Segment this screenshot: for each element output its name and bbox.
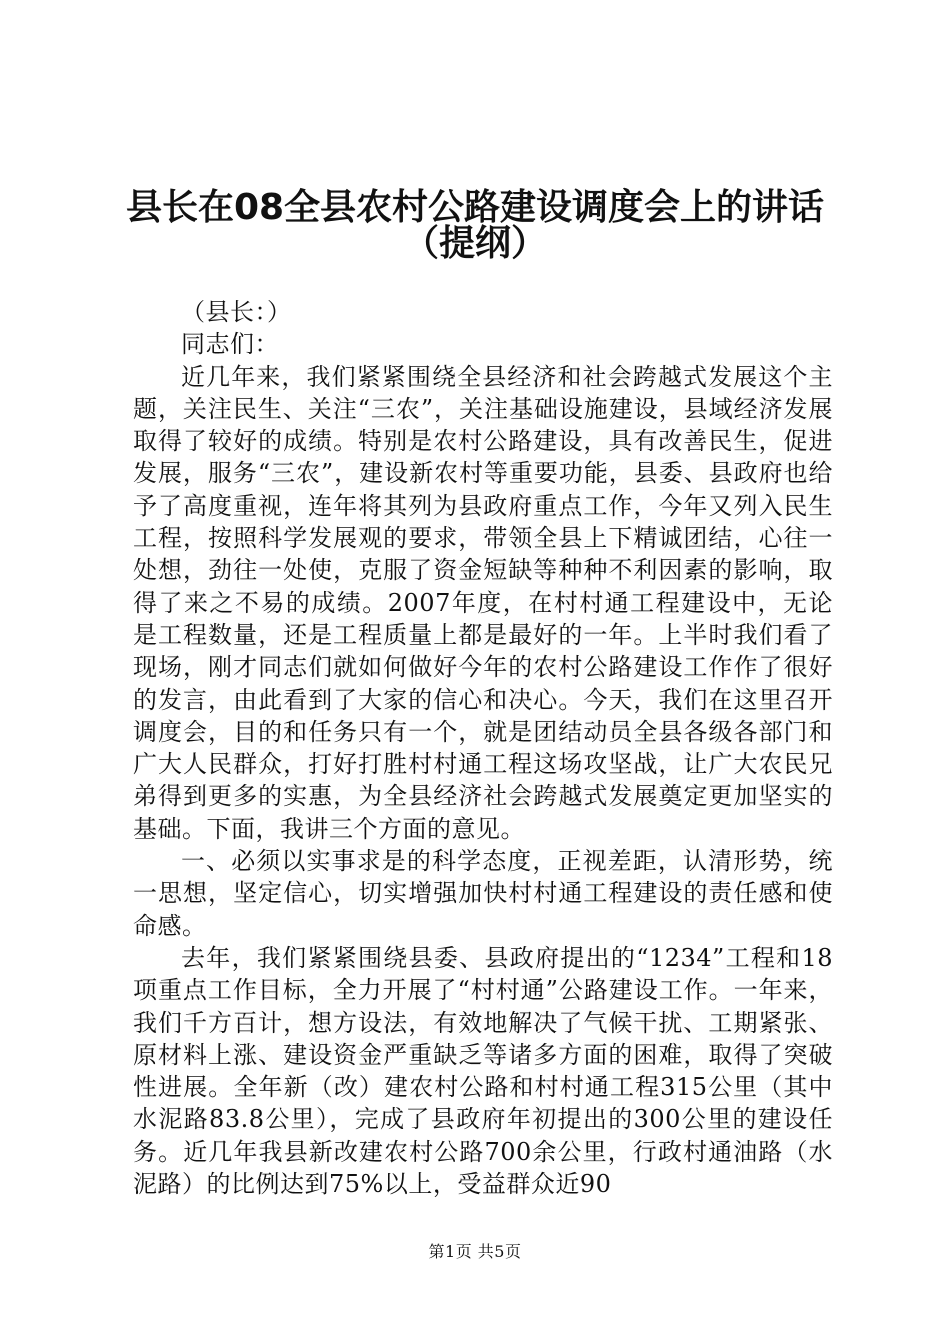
- paragraph: 近几年来，我们紧紧围绕全县经济和社会跨越式发展这个主题，关注民生、关注“三农”，关注基础设施建设，县域经济发展取得了较好的成绩。特别是农村公路建设，具有改善民生，促进发展，服务“三农”，建设新农村等重要功能，县委、县政府也给予了高度重视，连年将其列为县政府重点工作，今年又列入民生工程，按照科学发展观的要求，带领全县上下精诚团结，心往一处想，劲往一处使，克服了资金短缺等种种不利因素的影响，取得了来之不易的成绩。2007年度，在村村通工程建设中，无论是工程数量，还是工程质量上都是最好的一年。上半时我们看了现场，刚才同志们就如何做好今年的农村公路建设工作作了很好的发言，由此看到了大家的信心和决心。今天，我们在这里召开调度会，目的和任务只有一个，就是团结动员全县各级各部门和广大人民群众，打好打胜村村通工程这场攻坚战，让广大农民兄弟得到更多的实惠，为全县经济社会跨越式发展奠定更加坚实的基础。下面，我讲三个方面的意见。: [133, 362, 833, 843]
- document-body: [133, 296, 833, 1200]
- document-subtitle: （提纲）: [402, 223, 547, 264]
- salutation: 同志们：: [181, 330, 279, 359]
- document-title: 县长在08全县农村公路建设调度会上的讲话: [125, 187, 825, 228]
- paragraph: 去年，我们紧紧围绕县委、县政府提出的“1234”工程和18项重点工作目标，全力开展了“村村通”公路建设工作。一年来，我们千方百计，想方设法，有效地解决了气候干扰、工期紧张、原材料上涨、建设资金严重缺乏等诸多方面的困难，取得了突破性进展。全年新（改）建农村公路和村村通工程315公里（其中水泥路83.8公里），完成了县政府年初提出的300公里的建设任务。近几年我县新改建农村公路700余公里，行政村通油路（水泥路）的比例达到75%以上，受益群众近90: [133, 943, 833, 1199]
- section-heading: 一、必须以实事求是的科学态度，正视差距，认清形势，统一思想，坚定信心，切实增强加快村村通工程建设的责任感和使命感。: [133, 847, 833, 940]
- speaker-line: （县长：）: [181, 298, 292, 326]
- page-number-footer: 第1页 共5页: [428, 1242, 522, 1261]
